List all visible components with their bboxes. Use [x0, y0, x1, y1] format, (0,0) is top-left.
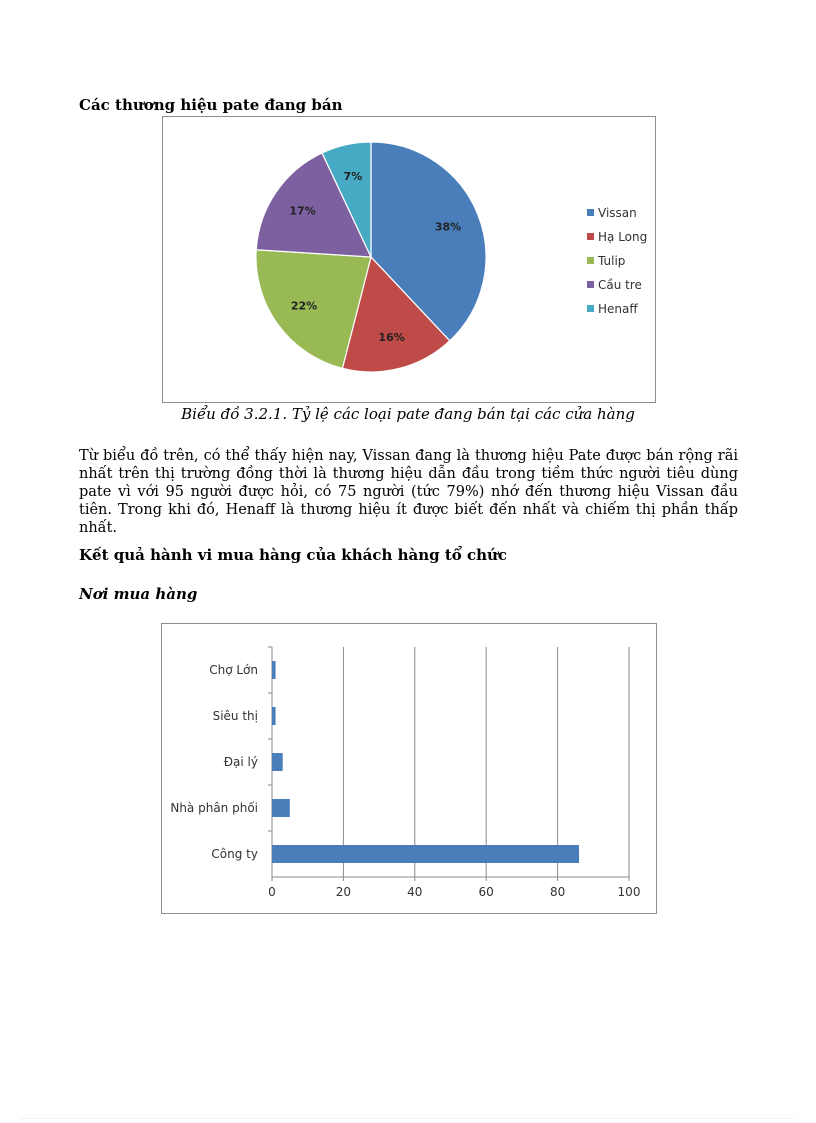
bar-1 [272, 707, 276, 725]
body-paragraph: Từ biểu đồ trên, có thể thấy hiện nay, Vissan đang là thương hiệu Pate được bán rộng rãi nhất trên thị trường đồng thời là thương hiệu dẫn đầu trong tiềm thức người tiêu dùng pate vì với 95 người được hỏi, có 75 người (tức 79%) nhớ đến thương hiệu Vissan đầu tiên. Trong khi đó, Henaff là thương hiệu ít được biết đến nhất và chiếm thị phần thấp nhất. [79, 448, 738, 536]
legend-label: Tulip [598, 254, 626, 268]
bar-chart [162, 624, 656, 913]
legend-label: Cầu tre [598, 278, 642, 292]
pie-data-label: 17% [289, 204, 316, 218]
category-label: Nhà phân phối [170, 801, 258, 815]
x-tick-label: 100 [617, 885, 641, 899]
page-bottom-divider [20, 1118, 796, 1119]
pie-data-label: 16% [378, 331, 405, 345]
bar-2 [272, 753, 283, 771]
pie-chart [163, 117, 655, 402]
section-heading-results: Kết quả hành vi mua hàng của khách hàng tổ chức [79, 546, 508, 564]
category-label: Công ty [211, 847, 258, 861]
bar-4 [272, 845, 579, 863]
category-label: Chợ Lớn [209, 663, 258, 677]
x-tick-label: 20 [335, 885, 352, 899]
x-tick-label: 0 [268, 885, 276, 899]
category-label: Siêu thị [212, 709, 258, 723]
bar-0 [272, 661, 276, 679]
legend-label: Henaff [598, 302, 638, 316]
legend-swatch [587, 209, 594, 216]
section-heading-brands: Các thương hiệu pate đang bán [79, 96, 343, 114]
pie-chart-frame [162, 116, 656, 403]
legend-swatch [587, 257, 594, 264]
x-tick-label: 40 [407, 885, 423, 899]
x-tick-label: 80 [549, 885, 566, 899]
bar-chart-frame [161, 623, 657, 914]
legend-swatch [587, 281, 594, 288]
legend-label: Vissan [598, 206, 637, 220]
legend-swatch [587, 305, 594, 312]
x-tick-label: 60 [478, 885, 494, 899]
subsection-heading-place: Nơi mua hàng [79, 585, 198, 603]
pie-data-label: 38% [434, 220, 462, 234]
pie-data-label: 22% [290, 299, 318, 313]
legend-swatch [587, 233, 594, 240]
pie-data-label: 7% [343, 170, 363, 184]
category-label: Đại lý [223, 755, 258, 769]
bar-3 [272, 799, 290, 817]
legend-label: Hạ Long [598, 230, 648, 244]
figure-caption: Biểu đồ 3.2.1. Tỷ lệ các loại pate đang bán tại các cửa hàng [181, 405, 635, 423]
